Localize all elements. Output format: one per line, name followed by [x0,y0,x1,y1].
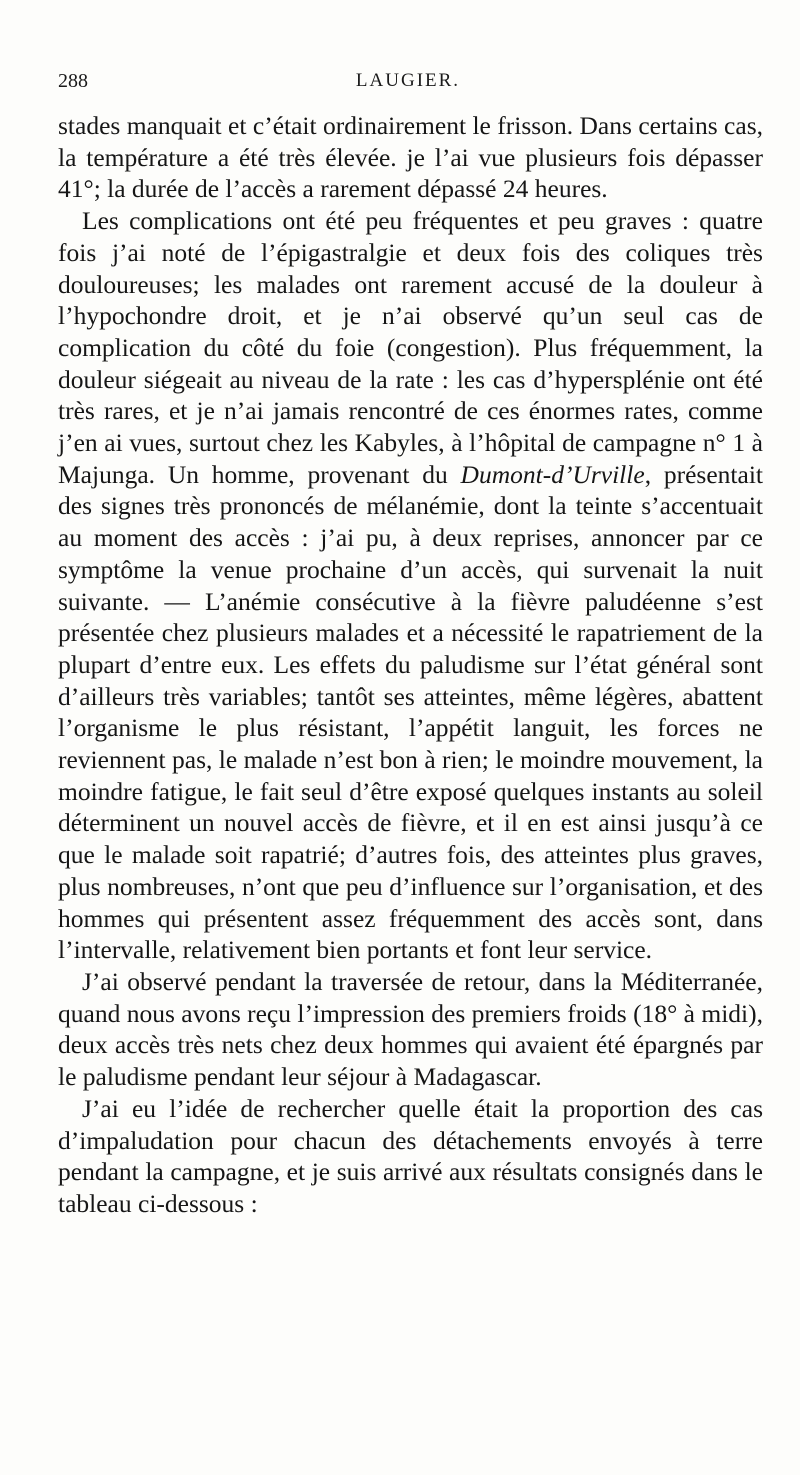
running-title: LAUGIER. [355,70,461,91]
running-head [58,64,758,98]
page-number: 288 [58,70,88,92]
paragraph-return-voyage: J’ai observé pendant la traversée de retour, dans la Méditerranée, quand nous avons reçu l’impression des premiers froids (18° à midi), deux accès très nets chez deux hommes qui avaient été épargnés par le paludisme pendant leur séjour à Madagascar. [58,966,763,1092]
paragraph-detachments: J’ai eu l’idée de rechercher quelle était la proportion des cas d’impaludation pour chacun des détachements envoyés à terre pendant la campagne, et je suis arrivé aux résultats consignés dans le tableau ci-dessous : [58,1093,763,1218]
paragraph-continued: stades manquait et c’était ordinairement le frisson. Dans certains cas, la température a été très élevée. je l’ai vue plusieurs fois dépasser 41°; la durée de l’accès a rarement dépassé 24 heures. [58,111,763,204]
paragraph-complications [58,205,763,966]
ship-name: Dumont-d’Urville [460,459,645,489]
paragraph-text: , présentait des signes très prononcés de mélanémie, dont la teinte s’accentuait au moment des accès : j’ai pu, à deux reprises, annoncer par ce symptôme la venue prochaine d’un accès, qui survenait la nuit suivante. — L’anémie consécutive à la fièvre paludéenne s’est présentée chez plusieurs malades et a nécessité le rapatriement de la plupart d’entre eux. Les effets du paludisme sur l’état général sont d’ailleurs très variables; tantôt ses atteintes, même légères, abattent l’organisme le plus résistant, l’appétit languit, les forces ne reviennent pas, le malade n’est bon à rien; le moindre mouvement, la moindre fatigue, le fait seul d’être exposé quelques instants au soleil déterminent un nouvel accès de fièvre, et il en est ainsi jusqu’à ce que le malade soit rapatrié; d’autres fois, des atteintes plus graves, plus nombreuses, n’ont que peu d’influence sur l’organisation, et des hommes qui présentent assez fréquemment des accès sont, dans l’intervalle, relativement bien portants et font leur service. [58,459,763,965]
body-text [58,110,763,1220]
paragraph-text: Les complications ont été peu fréquentes et peu graves : quatre fois j’ai noté de l’épigastralgie et deux fois des coliques très douloureuses; les malades ont rarement accusé de la douleur à l’hypochondre droit, et je n’ai observé qu’un seul cas de complication du côté du foie (congestion). Plus fréquemment, la douleur siégeait au niveau de la rate : les cas d’hypersplénie ont été très rares, et je n’ai jamais rencontré de ces énormes rates, comme j’en ai vues, surtout chez les Kabyles, à l’hôpital de campagne n° 1 à Majunga. Un homme, provenant du [58,206,763,489]
